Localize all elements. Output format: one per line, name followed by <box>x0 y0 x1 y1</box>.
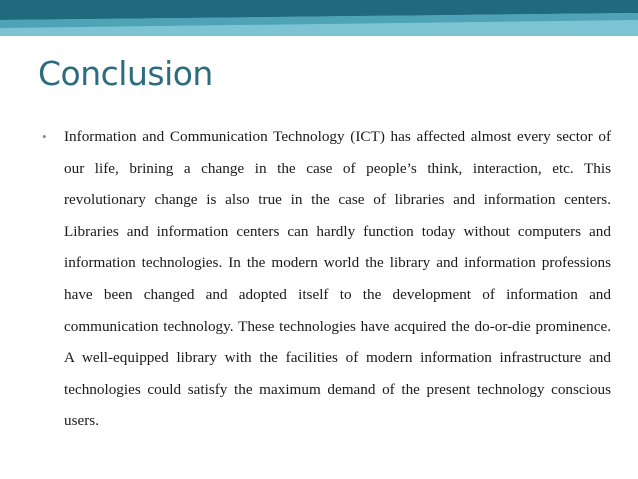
bullet-icon: • <box>42 129 47 144</box>
bullet-text: Information and Communication Technology (ICT) has affected almost every sector of our life, brining a change in the case of people’s think, interaction, etc. This revolutionary change is also true in the case of libraries and information centers. Libraries and information centers can hardly function today without computers and information technologies. In the modern world the library and information professions have been changed and adopted itself to the development of information and communication technology. These technologies have acquired the do-or-die prominence. A well-equipped library with the facilities of modern information infrastructure and technologies could satisfy the maximum demand of the present technology conscious users. <box>64 128 611 430</box>
bullet-list <box>38 121 613 437</box>
header-band <box>0 0 638 36</box>
slide-title: Conclusion <box>38 54 213 93</box>
